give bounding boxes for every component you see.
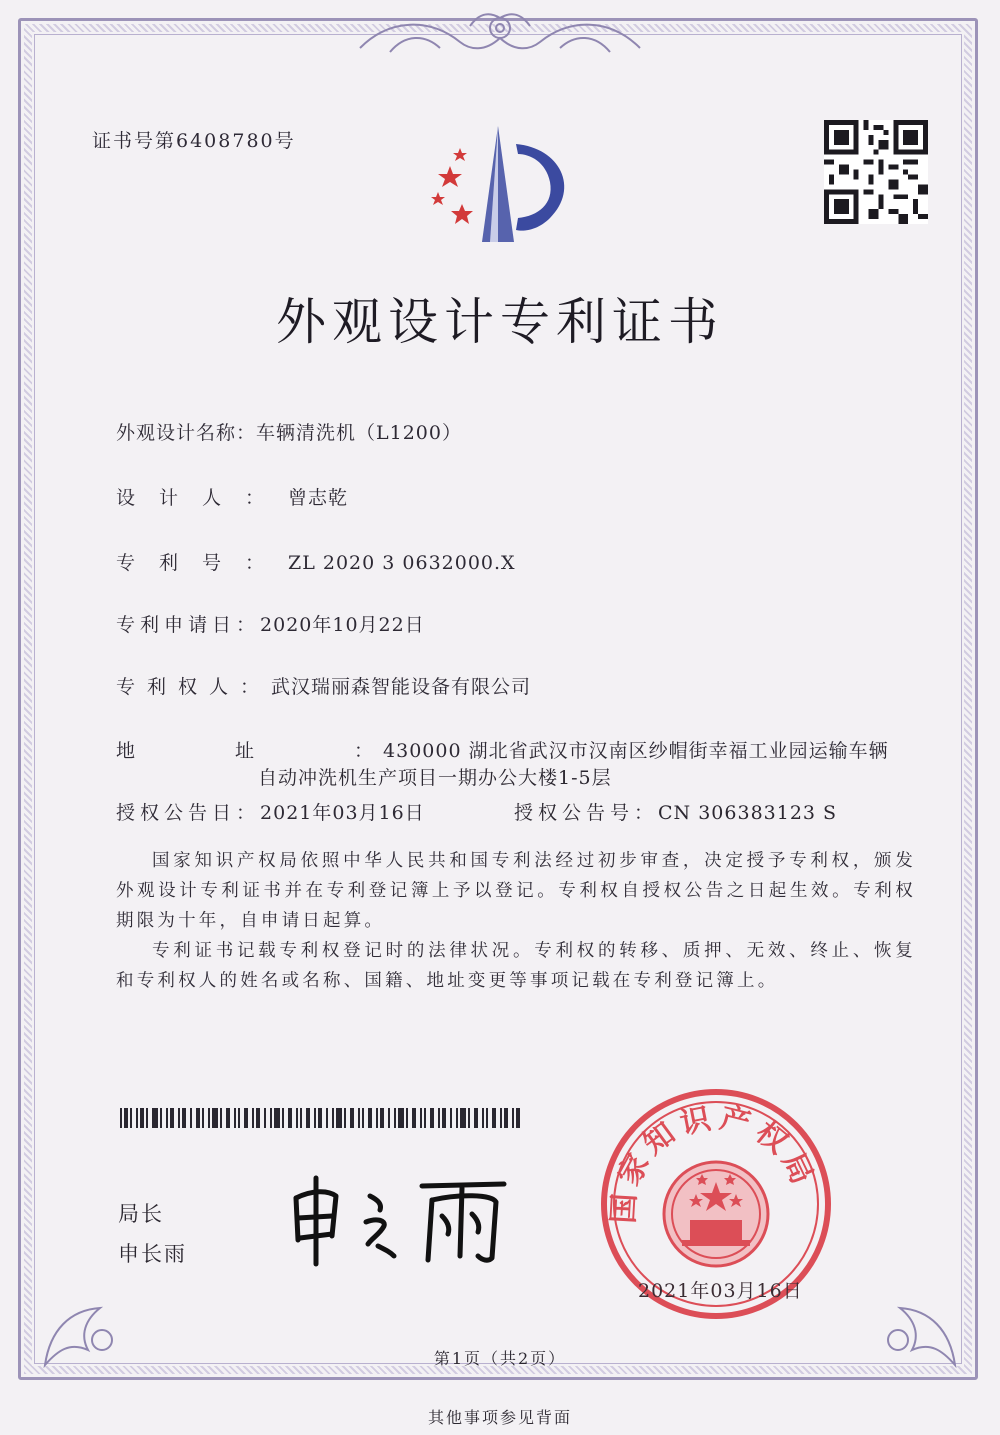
certificate-number: 证书号第6408780号 [92,130,296,152]
seal-date: 2021年03月16日 [638,1280,803,1302]
designer-label: 设计人： [116,487,289,509]
designer-value: 曾志乾 [288,487,349,509]
certificate-title: 外观设计专利证书 [276,293,724,351]
grant-date-value: 2021年03月16日 [260,802,425,824]
svg-text:国家知识产权局: 国家知识产权局 [606,1100,823,1225]
signatory-name: 申长雨 [118,1242,187,1266]
body-paragraph-2: 专利证书记载专利权登记时的法律状况。专利权的转移、质押、无效、终止、恢复和专利权人的姓名或名称、国籍、地址变更等事项记载在专利登记簿上。 [116,941,916,991]
barcode-icon [120,1108,520,1128]
address-label: 地址： [116,740,474,762]
field-grant-number [514,798,837,825]
grant-number-value: CN 306383123 S [658,802,838,824]
address-line2: 自动冲洗机生产项目一期办公大楼1-5层 [258,767,612,789]
patentee-value: 武汉瑞丽森智能设备有限公司 [271,676,532,698]
patentee-label: 专利权人： [116,676,272,698]
design-name-value: 车辆清洗机（L1200） [256,422,462,444]
filing-date-value: 2020年10月22日 [260,614,425,636]
field-designer [116,483,348,510]
design-name-label: 外观设计名称： [116,422,257,444]
filing-date-label: 专利申请日： [116,614,261,636]
body-paragraph-1: 国家知识产权局依照中华人民共和国专利法经过初步审查，决定授予专利权，颁发外观设计专利证书并在专利登记簿上予以登记。专利权自授权公告之日起生效。专利权期限为十年，自申请日起算。 [116,851,916,931]
qr-code-icon [824,120,928,224]
grant-date-label: 授权公告日： [116,802,261,824]
address-line1: 430000 湖北省武汉市汉南区纱帽街幸福工业园运输车辆 [383,740,889,762]
page-indicator: 第1页（共2页） [433,1349,567,1368]
field-grant-date [116,798,425,825]
handwritten-signature [282,1160,522,1270]
top-ornament-icon [350,8,650,66]
patent-number-label: 专利号： [116,552,289,574]
signatory-role: 局长 [118,1202,164,1226]
field-patentee [116,672,531,699]
patent-number-value: ZL 2020 3 0632000.X [288,552,516,574]
field-design-name [116,418,462,445]
patent-office-logo [420,118,590,248]
back-note: 其他事项参见背面 [427,1408,572,1427]
field-address [116,736,889,763]
field-patent-number [116,548,516,575]
field-filing-date [116,610,425,637]
grant-number-label: 授权公告号： [514,802,659,824]
